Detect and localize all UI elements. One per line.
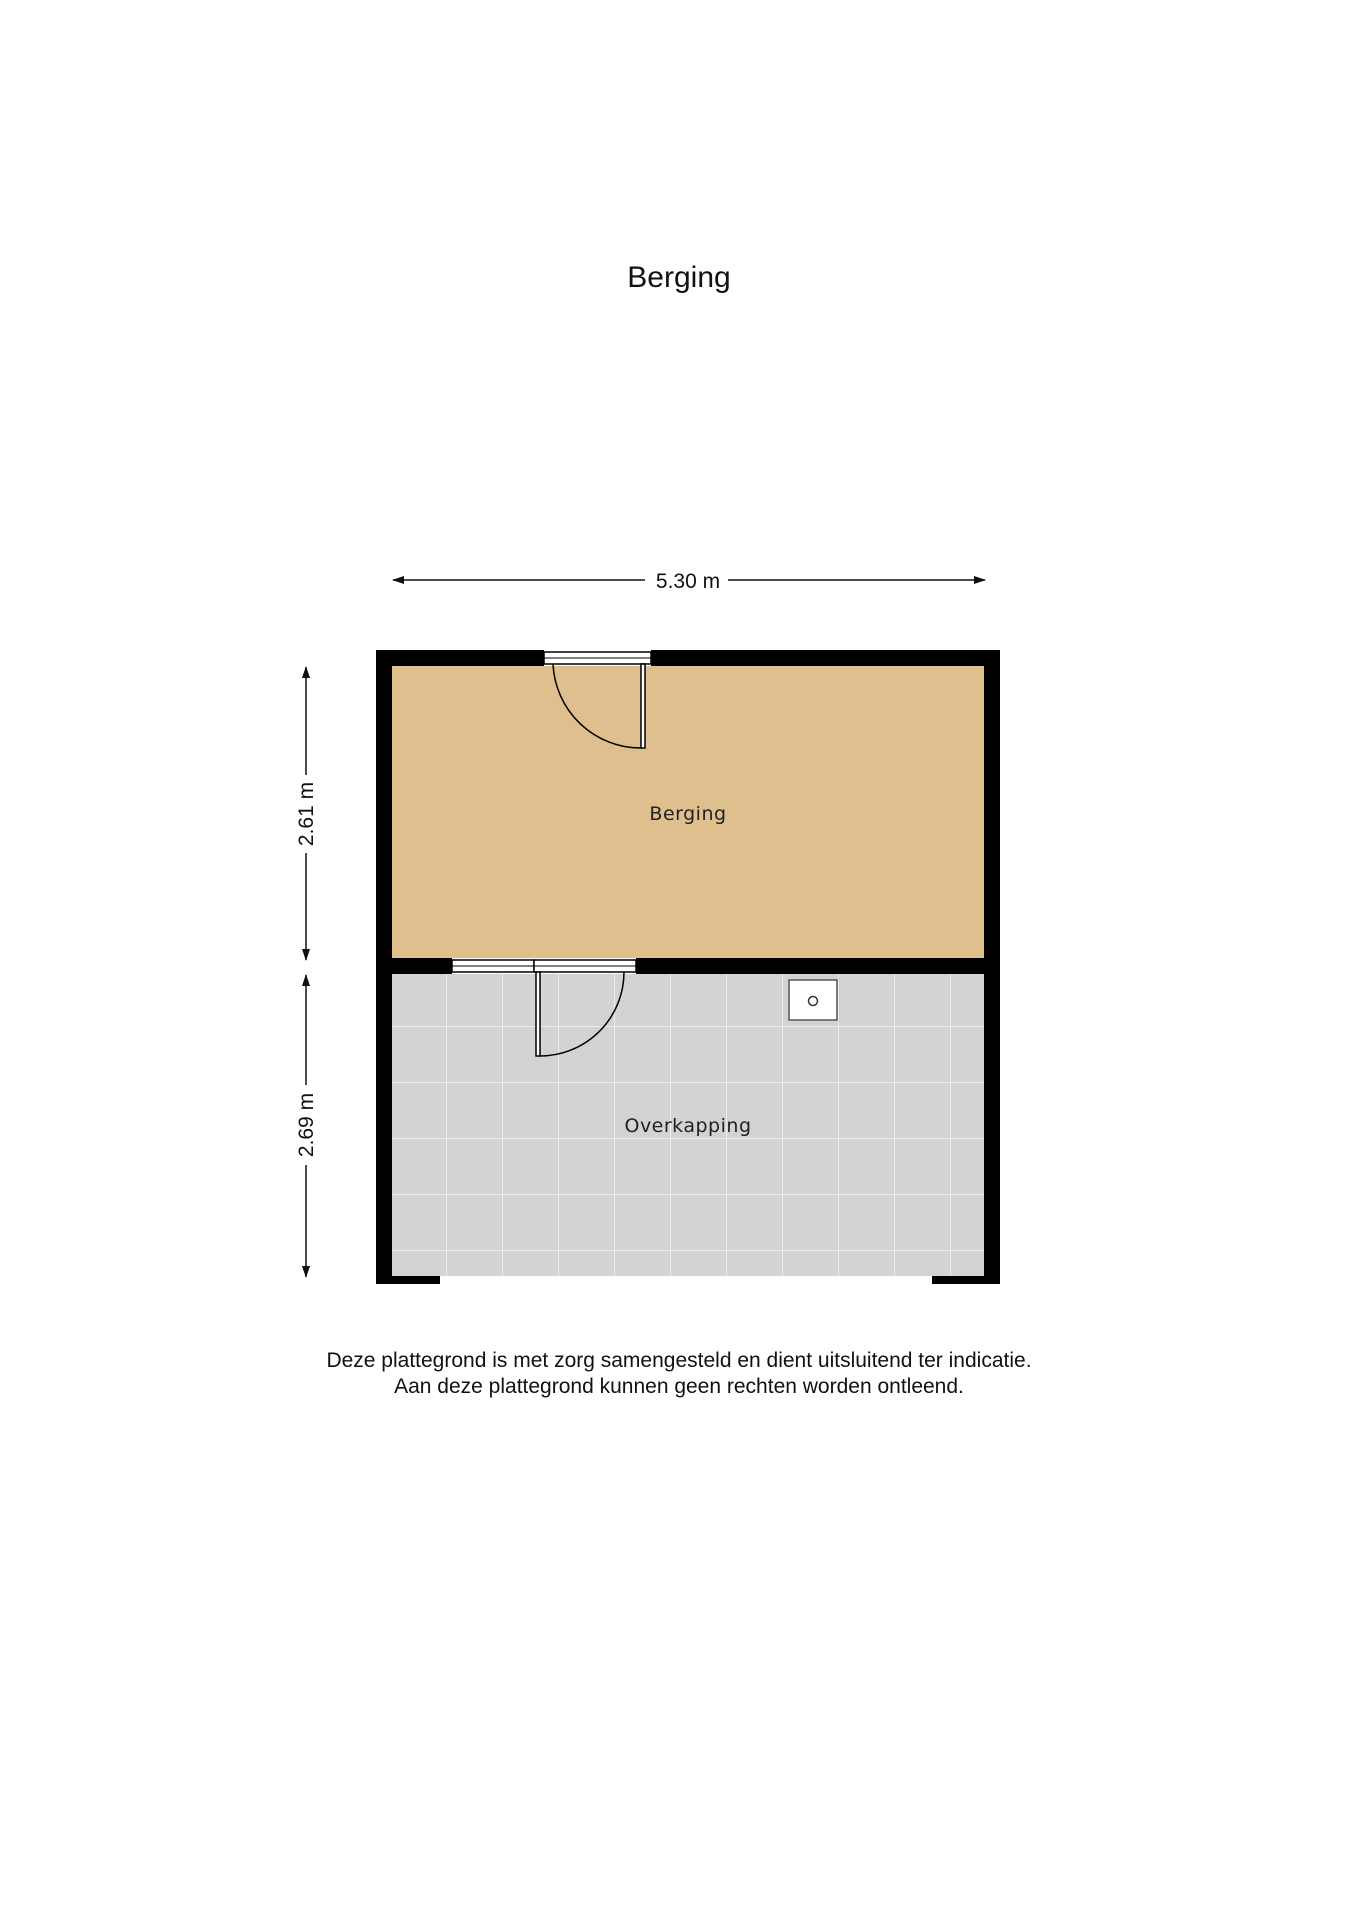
window-middle <box>452 960 534 972</box>
wall-left <box>376 650 392 1284</box>
room-label-overkapping: Overkapping <box>624 1115 752 1137</box>
height-bottom-label: 2.69 m <box>295 1092 318 1158</box>
wall-top-left <box>376 650 544 666</box>
disclaimer-line-2: Aan deze plattegrond kunnen geen rechten worden ontleend. <box>394 1375 964 1398</box>
sink-basin <box>789 980 837 1020</box>
height-dimension-top <box>295 667 318 960</box>
room-label-berging: Berging <box>649 803 727 825</box>
door-middle-leaf <box>536 972 540 1056</box>
disclaimer-line-1: Deze plattegrond is met zorg samengesteld en dient uitsluitend ter indicatie. <box>326 1349 1032 1372</box>
wall-bottom-right-stub <box>932 1276 1000 1284</box>
sink-fixture <box>789 980 837 1020</box>
wall-right <box>984 650 1000 1284</box>
door-top-leaf <box>641 664 645 748</box>
wall-top-right <box>651 650 1000 666</box>
disclaimer <box>0 1348 1358 1400</box>
height-dimension-bottom <box>295 975 318 1277</box>
width-dimension <box>393 570 985 593</box>
wall-middle-right <box>636 958 984 974</box>
page-title: Berging <box>627 261 731 294</box>
wall-middle-left <box>392 958 452 974</box>
height-top-label: 2.61 m <box>295 781 318 847</box>
width-dimension-label: 5.30 m <box>655 570 721 593</box>
wall-bottom-left-stub <box>376 1276 440 1284</box>
